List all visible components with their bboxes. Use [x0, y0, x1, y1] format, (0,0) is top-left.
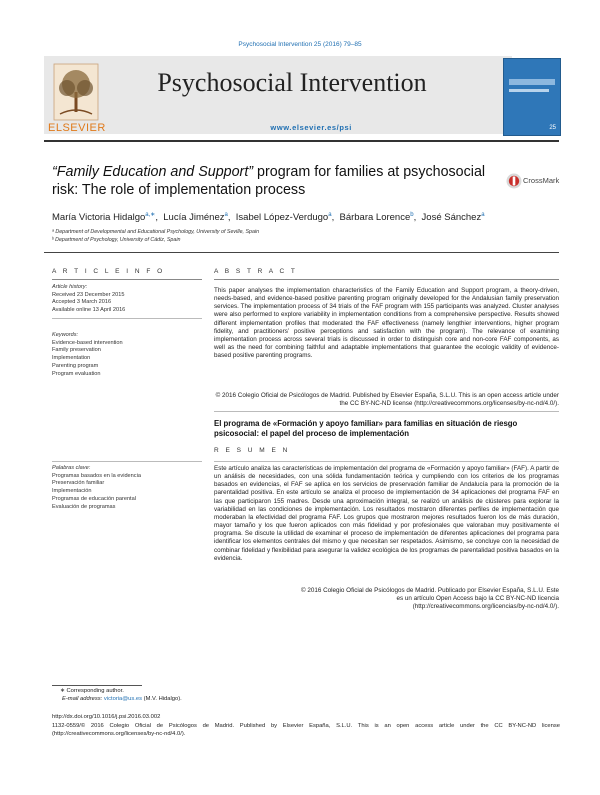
author-name: Lucía Jiménez — [163, 212, 225, 224]
palabra-item: Preservación familiar — [52, 480, 105, 487]
email-suffix: (M.V. Hidalgo). — [143, 696, 182, 702]
author-affil-sup[interactable]: a — [328, 212, 332, 218]
cover-volume-number: 25 — [549, 125, 556, 131]
author-name: José Sánchez — [421, 212, 482, 224]
crossmark-icon — [506, 173, 522, 189]
doi-link[interactable]: http://dx.doi.org/10.1016/j.psi.2016.03.002 — [52, 714, 161, 720]
accepted-date: Accepted 3 March 2016 — [52, 299, 112, 306]
author-affil-sup[interactable]: a — [481, 212, 485, 218]
abstract-text: This paper analyses the implementation characteristics of the Family Education and Support program, a theory-driven, needs-based, and evidence-based positive parenting program originally developed for the Andalusian family preservation services. The implementation process of 34 trials of the FAF program with 155 participants was analyzed. Cluster analyses were also performed to explore variability in implementation conditions from a comprehensive perspective. Results showed different implementation profiles that moderated the FAF effectiveness (namely lengthier interventions, higher program fidelity, and practitioners’ positive perceptions and satisfaction with the program). The relevance of examining implementation process across several trials is discussed in order to distinguish core and non-core FAF components, as well as the need for combining faithful and adaptable implementations that guarantee the ecologic validity of evidence-based positive parenting programs. — [214, 287, 559, 360]
author-affil-sup[interactable]: b — [410, 212, 414, 218]
article-info-heading: A R T I C L E I N F O — [52, 268, 165, 275]
article-title-italic: “Family Education and Support” — [52, 164, 254, 180]
author-name: Bárbara Lorence — [339, 212, 411, 224]
palabra-item: Programas basados en la evidencia — [52, 472, 141, 479]
palabra-item: Implementación — [52, 488, 92, 495]
resumen-heading: R E S U M E N — [214, 447, 290, 454]
article-title-rest: program for families at psychosocial risk: The role of implementation process — [52, 164, 486, 198]
palabras-clave-block — [52, 465, 202, 511]
resumen-copyright: © 2016 Colegio Oficial de Psicólogos de Madrid. Publicado por Elsevier España, S.L.U. Este es un artículo Open Access bajo la CC BY-NC-ND licencia (http://creativecommons.org/licencias/by-nc-nd/4.0/). — [300, 587, 559, 611]
email-line — [62, 696, 182, 704]
keyword-item: Implementation — [52, 355, 91, 362]
crossmark-badge[interactable] — [506, 173, 560, 189]
keywords-block — [52, 332, 202, 378]
affiliation-a: ᵃ Department of Developmental and Educational Psychology, University of Seville, Spain — [52, 229, 260, 235]
spanish-title: El programa de «Formación y apoyo familiar» para familias en situación de riesgo psicosocial: el papel del proceso de implementación — [214, 419, 518, 438]
author-name: María Victoria Hidalgo — [52, 212, 146, 224]
abstract-copyright: © 2016 Colegio Oficial de Psicólogos de Madrid. Published by Elsevier España, S.L.U. This is an open access article under the CC BY-NC-ND license (http://creativecommons.org/licenses/by-nc-nd/4.0/). — [215, 392, 559, 408]
abstract-heading: A B S T R A C T — [214, 268, 298, 275]
footnote-rule — [52, 685, 142, 686]
author-list: María Victoria Hidalgo$^{a,∗}$, Lucía Jiménez$^a$, Isabel López-Verdugo$^a$, Bárbara Lorence$^b$, José Sánchez$^a$ — [52, 212, 485, 224]
journal-citation[interactable]: Psychosocial Intervention 25 (2016) 79–85 — [238, 41, 362, 48]
elsevier-tree-logo — [52, 62, 100, 124]
article-info-rule — [52, 279, 202, 280]
title-divider — [44, 252, 559, 253]
author-affil-sup[interactable]: a — [224, 212, 228, 218]
email-label: E-mail address: — [62, 696, 103, 702]
email-link[interactable]: victoria@us.es — [103, 696, 143, 702]
received-date: Received 23 December 2015 — [52, 291, 125, 298]
palabras-clave-label: Palabras clave: — [52, 465, 91, 471]
history-keywords-rule — [52, 318, 202, 319]
header-divider — [44, 140, 559, 142]
elsevier-wordmark: ELSEVIER — [48, 122, 106, 134]
journal-cover-thumbnail — [503, 58, 561, 136]
keyword-item: Parenting program — [52, 362, 99, 369]
corresponding-author-note: ∗ Corresponding author. — [60, 688, 124, 694]
palabra-item: Evaluación de programas — [52, 503, 116, 510]
journal-title: Psychosocial Intervention — [157, 68, 427, 97]
keywords-label: Keywords: — [52, 332, 79, 338]
journal-url-link[interactable]: www.elsevier.es/psi — [270, 123, 352, 132]
author-affil-sup[interactable]: a,∗ — [145, 212, 156, 218]
palabras-rule — [52, 461, 202, 462]
author-name: Isabel López-Verdugo — [235, 212, 329, 224]
cover-subtitle-band — [509, 89, 549, 92]
affiliation-b: ᵇ Department of Psychology, University of Cádiz, Spain — [52, 237, 181, 243]
resumen-text: Este artículo analiza las características de implementación del programa de «Formación y apoyo familiar» (FAF). A partir de un análisis de necesidades, con una sólida fundamentación teórica y cumpliendo con los criterios de los programas basados en evidencias, el FAF se aplica en los servicios de preservación familiar de Andalucía para la promoción de la parentalidad positiva. En este artículo se analiza el proceso de implementación de 34 aplicaciones del programa FAF en las que participaron 155 madres. Desde una aproximación integral, se realizó un análisis de clústeres para explorar la variabilidad en las condiciones de implementación. Los resultados mostraron diferentes perfiles de implementación que moderaban la efectividad del programa FAF. Los grupos que mostraron mejores resultados fueron los de más duración, mayor tamaño y los que fueron aplicados con más fidelidad y por profesionales que valoraban muy positivamente el programa. Se discute la utilidad de examinar el proceso de implementación de diferentes aplicaciones del programa para identificar los elementos centrales del mismo y que necesitan ser respetados. Asimismo, se concluye con la necesidad de combinar fidelidad y flexibilidad para asegurar la validez ecológica de los programas de parentalidad positiva basados en la evidencia. — [214, 465, 559, 562]
keyword-item: Evidence-based intervention — [52, 339, 123, 346]
spanish-section-rule — [214, 411, 559, 412]
keyword-item: Program evaluation — [52, 370, 101, 377]
issn-license-text: 1132-0559/© 2016 Colegio Oficial de Psicólogos de Madrid. Published by Elsevier España, S.L.U. This is an open access article under the CC BY-NC-ND license (http://creativecommons.org/licenses/by-nc-nd/4.0/). — [52, 723, 560, 737]
crossmark-label: CrossMark — [523, 176, 560, 185]
resumen-rule — [214, 461, 559, 462]
article-history — [52, 284, 202, 315]
history-label: Article history: — [52, 284, 88, 290]
palabra-item: Programas de educación parental — [52, 495, 136, 502]
cover-title-band — [509, 79, 555, 85]
abstract-rule — [214, 279, 559, 280]
article-title — [52, 163, 492, 199]
keyword-item: Family preservation — [52, 347, 101, 354]
available-date: Available online 13 April 2016 — [52, 307, 126, 314]
